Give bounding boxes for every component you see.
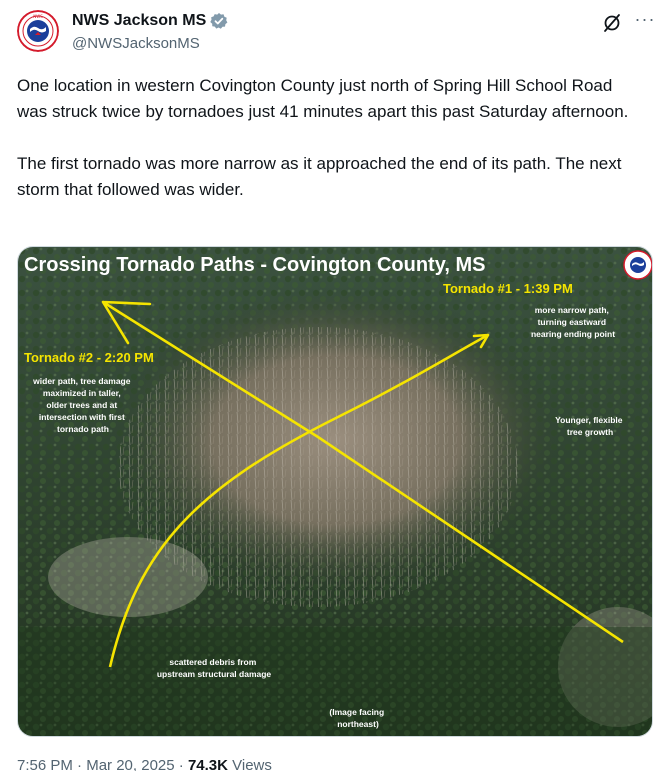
grok-icon[interactable] <box>601 12 623 34</box>
display-name[interactable]: NWS Jackson MS <box>72 12 207 29</box>
verified-badge-icon[interactable] <box>210 12 228 30</box>
views-count: 74.3K <box>187 757 228 771</box>
tornado2-note: wider path, tree damage maximized in taller, older trees and at intersection with first tornado path <box>33 376 131 434</box>
separator: · <box>174 757 188 771</box>
more-options-icon[interactable]: ··· <box>634 9 656 29</box>
tornado2-label: Tornado #2 - 2:20 PM <box>24 350 154 365</box>
svg-text:NWS: NWS <box>33 14 43 19</box>
post-image[interactable] <box>17 246 653 737</box>
debris-note: scattered debris from upstream structural damage <box>156 657 272 679</box>
separator: · <box>72 757 87 771</box>
post-header <box>17 8 657 58</box>
post-text <box>17 73 642 203</box>
post-time[interactable]: 7:56 PM <box>17 757 73 771</box>
user-handle[interactable]: @NWSJacksonMS <box>72 35 200 52</box>
tornado1-note: more narrow path, turning eastward nearing ending point <box>530 305 616 339</box>
nws-logo-icon[interactable] <box>17 10 59 52</box>
views-label: Views <box>227 757 272 771</box>
image-title: Crossing Tornado Paths - Covington County, MS <box>24 254 486 276</box>
tornado-paths-image <box>18 247 653 737</box>
younger-growth-note: Younger, flexible tree growth <box>555 415 623 437</box>
post-paragraph-2: The first tornado was more narrow as it approached the end of its path. The next storm that followed was wider. <box>17 154 622 199</box>
post-date[interactable]: Mar 20, 2025 <box>86 757 175 771</box>
facing-note: (Image facing northeast) <box>329 707 385 729</box>
tornado1-label: Tornado #1 - 1:39 PM <box>443 281 573 296</box>
nws-seal-icon <box>624 251 652 279</box>
post-paragraph-1: One location in western Covington County just north of Spring Hill School Road was struck twice by tornadoes just 41 minutes apart this past Saturday afternoon. <box>17 76 629 121</box>
post-metadata <box>17 757 272 771</box>
